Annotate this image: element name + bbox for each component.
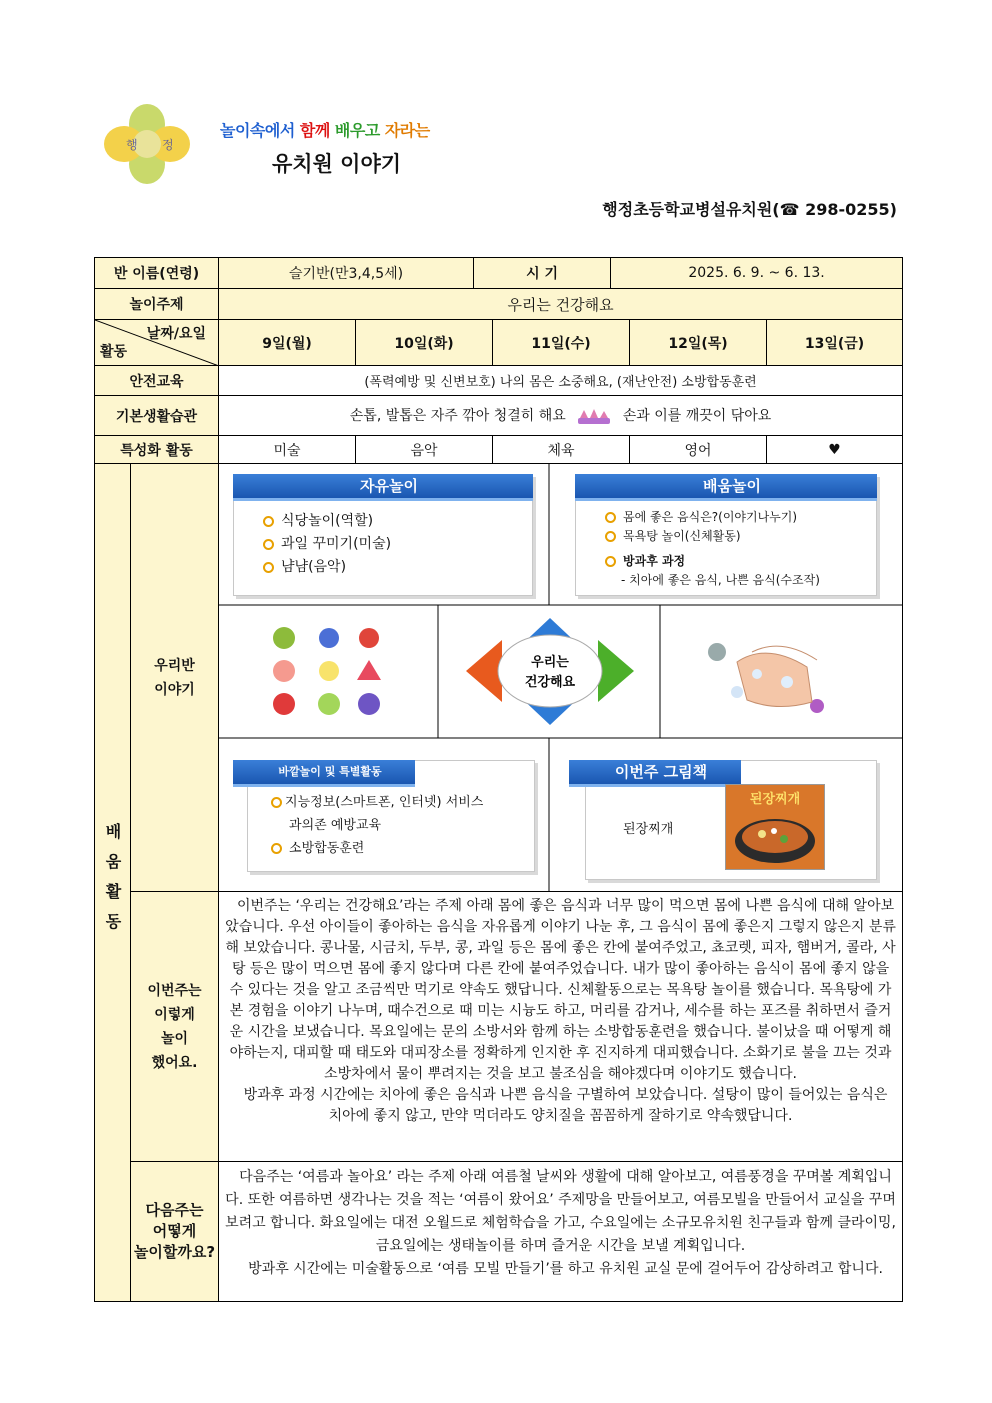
activities-vertical-text: 배움활동 — [103, 822, 122, 943]
learning-play-title: 배움놀이 — [575, 474, 877, 501]
list-item-text: 지능정보(스마트폰, 인터넷) 서비스 — [285, 795, 484, 810]
slogan-word: 함께 — [299, 121, 330, 140]
next-week-label-line: 다음주는 — [145, 1201, 204, 1219]
special-thu: 영어 — [630, 436, 767, 464]
book-title: 이번주 그림책 — [569, 760, 741, 787]
special-tue: 음악 — [356, 436, 493, 464]
list-item — [263, 510, 391, 533]
bullet-icon — [271, 843, 282, 854]
hand-washing-image — [697, 622, 837, 722]
this-week-content — [219, 892, 903, 1162]
graphic-line-1: 우리는 — [531, 655, 569, 670]
day-tue: 10일(화) — [356, 320, 493, 366]
list-item-text: 냠냠(음악) — [281, 559, 347, 575]
free-play-list — [263, 510, 391, 579]
special-label: 특성화 활동 — [95, 436, 219, 464]
book-cover-title: 된장찌개 — [749, 792, 801, 807]
theme-graphic — [462, 614, 638, 729]
list-item — [271, 791, 483, 814]
safety-label: 안전교육 — [95, 366, 219, 396]
next-week-content — [219, 1162, 903, 1302]
next-week-paragraph: 방과후 시간에는 미술활동으로 ‘여름 모빌 만들기’를 하고 유치원 교실 문에 걸어두어 감상하려고 합니다. — [248, 1261, 883, 1277]
after-school-item: - 치아에 좋은 음식, 나쁜 음식(수조작) — [621, 573, 820, 587]
next-week-paragraph: 다음주는 ‘여름과 놀아요’ 라는 주제 아래 여름철 날씨와 생활에 대해 알아보고, 여름풍경을 꾸며볼 계획입니다. 또한 여름하면 생각나는 것을 적는 ‘여름이 왔어요’ 주제망을 만들어보고, 여름모빌을 만들어서 교실을 꾸며보려고 합니다. 화요일에는 대전 오월드로 체험학습을 가고, 수요일에는 소규모유치원 친구들과 함께 클라이밍, 금요일에는 생태놀이를 하며 즐거운 시간을 보낼 계획입니다. — [225, 1169, 896, 1254]
graphic-line-2: 건강해요 — [524, 675, 576, 690]
this-week-paragraph: 방과후 과정 시간에는 치아에 좋은 음식과 나쁜 음식을 구별하여 보았습니다. 설탕이 많이 들어있는 음식은 치아에 좋지 않고, 만약 먹더라도 양치질을 꼼꼼하게 잘하기로 약속했답니다. — [243, 1087, 888, 1124]
activity-panels — [219, 464, 903, 892]
special-fri-heart: ♥ — [767, 436, 903, 464]
list-item — [263, 533, 391, 556]
list-item-text: 과일 꾸미기(미술) — [281, 536, 392, 552]
list-item-text: 식당놀이(역할) — [281, 513, 374, 529]
this-week-label-line: 놀이 — [160, 1030, 189, 1047]
class-label: 반 이름(연령) — [95, 258, 219, 289]
our-class-label-line: 이야기 — [154, 681, 195, 698]
this-week-label-line: 이렇게 — [154, 1006, 195, 1023]
date-activity-header — [95, 320, 219, 366]
theme-label: 놀이주제 — [95, 289, 219, 320]
logo-char-2: 정 — [162, 138, 174, 152]
outdoor-list — [271, 791, 483, 860]
list-item-text: 소방합동훈련 — [289, 841, 365, 856]
day-mon: 9일(월) — [219, 320, 356, 366]
list-item — [605, 552, 820, 571]
this-week-label — [131, 892, 219, 1162]
our-class-label — [131, 464, 219, 892]
weekly-plan-table — [94, 257, 903, 1302]
toothbrush-icon — [576, 406, 612, 426]
day-thu: 12일(목) — [630, 320, 767, 366]
list-item — [263, 556, 391, 579]
learning-play-list — [605, 508, 820, 590]
panel-grid — [219, 464, 902, 891]
fruit-characters-image — [269, 624, 389, 719]
slogan-word: 놀이속에서 — [220, 121, 295, 140]
theme-value: 우리는 건강해요 — [219, 289, 903, 320]
bullet-icon — [605, 531, 616, 542]
special-wed: 체육 — [493, 436, 630, 464]
list-item — [271, 837, 483, 860]
slogan — [220, 118, 430, 141]
day-wed: 11일(수) — [493, 320, 630, 366]
diag-bottom-label: 활동 — [100, 344, 128, 360]
this-week-label-line: 했어요. — [151, 1054, 198, 1071]
activities-side-label — [95, 464, 131, 1302]
list-item — [605, 527, 820, 546]
page-title: 유치원 이야기 — [272, 152, 402, 176]
school-logo — [104, 104, 190, 184]
list-item-text: 몸에 좋은 음식은?(이야기나누기) — [623, 510, 798, 524]
this-week-paragraph: 이번주는 ‘우리는 건강해요’라는 주제 아래 몸에 좋은 음식과 너무 많이 먹으면 몸에 나쁜 음식에 대해 알아보았습니다. 우선 아이들이 좋아하는 음식을 자유롭게 이야기 나눈 후, 그 음식이 몸에 좋은지 그렇지 않은지 분류해 보았습니다. 콩나물, 시금치, 두부, 콩, 과일 등은 몸에 좋은 칸에 붙여주었고, 쵸코렛, 피자, 햄버거, 콜라, 사탕 등은 많이 먹으면 몸에 좋지 않다며 다른 칸에 붙여주었습니다. 내가 많이 좋아하는 음식이 몸에 좋지 않을 수 있다는 것을 알고 조금씩만 먹기로 약속도 했답니다. 신체활동으로는 목욕탕 놀이를 했습니다. 목욕탕에 가 본 경험을 이야기 나누며, 때수건으로 때 미는 시늉도 하고, 머리를 감거나, 세수를 하는 포즈를 취하면서 즐거운 시간을 보냈습니다. 목요일에는 문의 소방서와 함께 하는 소방합동훈련을 했습니다. 불이났을 때 어떻게 해야하는지, 대피할 때 태도와 대피장소를 정확하게 인지한 후 진지하게 대피했습니다. 소화기로 불을 끄는 것과 소방차에서 물이 뿌려지는 것을 보고 불조심을 해야겠다며 이야기도 했습니다. — [225, 898, 896, 1082]
next-week-label — [131, 1162, 219, 1302]
next-week-label-line: 놀이할까요? — [133, 1243, 216, 1261]
bullet-icon — [271, 797, 282, 808]
stew-pot-icon — [726, 807, 824, 867]
safety-value: (폭력예방 및 신변보호) 나의 몸은 소중해요, (재난안전) 소방합동훈련 — [219, 366, 903, 396]
bullet-icon — [263, 539, 274, 550]
habit-label: 기본생활습관 — [95, 396, 219, 436]
our-class-label-line: 우리반 — [154, 657, 195, 674]
bullet-icon — [263, 562, 274, 573]
slogan-word: 자라는 — [384, 121, 430, 140]
list-item — [605, 508, 820, 527]
habit-left: 손톱, 발톱은 자주 깎아 청결히 해요 — [349, 408, 566, 424]
this-week-label-line: 이번주는 — [147, 982, 202, 999]
free-play-title: 자유놀이 — [233, 474, 533, 501]
next-week-label-line: 어떻게 — [152, 1222, 197, 1240]
book-cover-image — [725, 784, 825, 870]
class-value: 슬기반(만3,4,5세) — [219, 258, 474, 289]
period-label: 시 기 — [474, 258, 611, 289]
period-value: 2025. 6. 9. ~ 6. 13. — [611, 258, 903, 289]
bullet-icon — [605, 556, 616, 567]
day-fri: 13일(금) — [767, 320, 903, 366]
bullet-icon — [263, 516, 274, 527]
school-name: 행정초등학교병설유치원(☎ 298-0255) — [602, 200, 897, 219]
habit-value — [219, 396, 903, 436]
list-item-continuation: 과의존 예방교육 — [289, 818, 382, 833]
diag-top-label: 날짜/요일 — [146, 326, 207, 342]
book-name: 된장찌개 — [623, 822, 674, 837]
list-item-text: 목욕탕 놀이(신체활동) — [623, 529, 741, 543]
habit-right: 손과 이를 깨끗이 닦아요 — [622, 408, 772, 424]
logo-char-1: 행 — [126, 138, 138, 152]
outdoor-title: 바깥놀이 및 특별활동 — [233, 760, 415, 787]
slogan-word: 배우고 — [334, 121, 380, 140]
special-mon: 미술 — [219, 436, 356, 464]
after-school-title: 방과후 과정 — [623, 554, 686, 568]
bullet-icon — [605, 512, 616, 523]
